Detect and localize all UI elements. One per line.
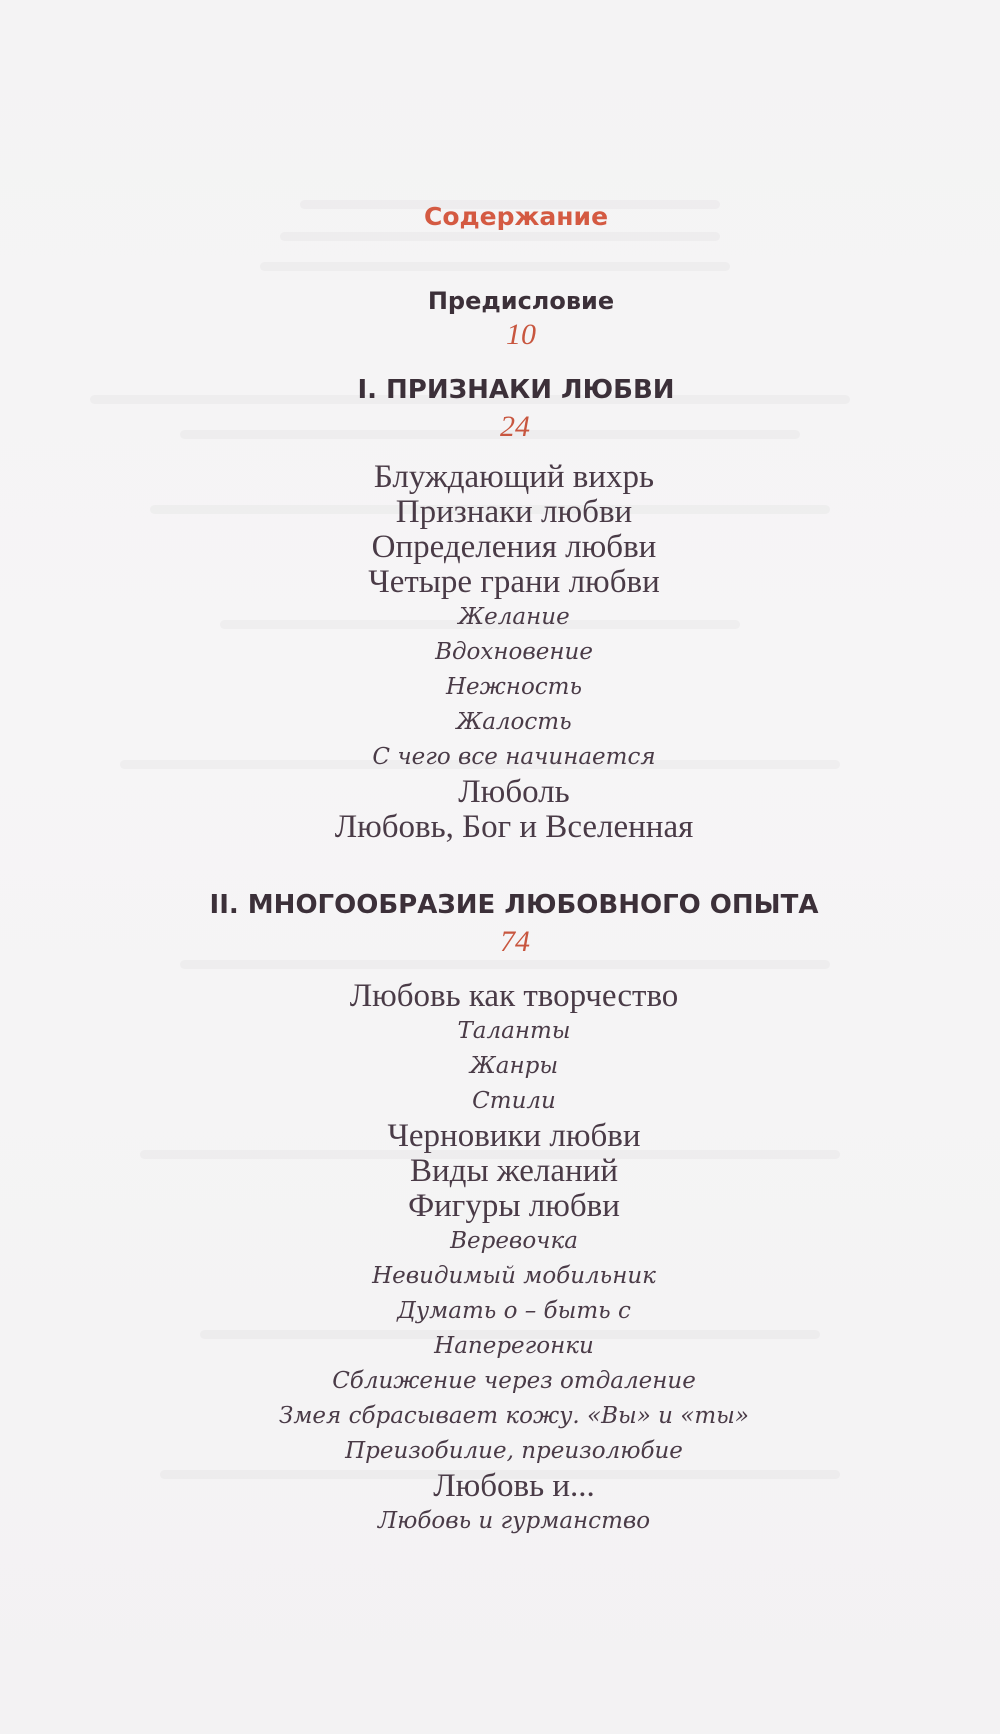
toc-entry: Четыре грани любви bbox=[368, 564, 660, 600]
toc-entry: Признаки любви bbox=[395, 494, 633, 530]
toc-subentry: Преизобилие, преизолюбие bbox=[345, 1438, 683, 1464]
toc-subentry: Сближение через отдаление bbox=[332, 1368, 696, 1394]
toc-entry: Любовь, Бог и Вселенная bbox=[334, 809, 694, 845]
toc-entry: Виды желаний bbox=[410, 1153, 618, 1189]
toc-entry: Черновики любви bbox=[387, 1118, 641, 1154]
toc-subentry: Веревочка bbox=[450, 1228, 578, 1254]
toc-entry: Любовь и... bbox=[433, 1468, 595, 1504]
section-1-entries bbox=[0, 460, 1000, 845]
toc-entry: Люболь bbox=[458, 774, 570, 810]
preface-page-number: 10 bbox=[506, 318, 536, 351]
toc-subentry: Жанры bbox=[469, 1053, 559, 1079]
toc-subentry: Желание bbox=[458, 604, 570, 630]
section-2-page-number: 74 bbox=[500, 925, 530, 958]
toc-entry: Блуждающий вихрь bbox=[373, 459, 655, 495]
contents-heading: Содержание bbox=[423, 202, 609, 231]
section-1-page-number: 24 bbox=[500, 410, 530, 443]
table-of-contents bbox=[0, 198, 1000, 1539]
toc-subentry: Жалость bbox=[456, 709, 572, 735]
toc-subentry: Нежность bbox=[445, 674, 583, 700]
section-1-heading: I. ПРИЗНАКИ ЛЮБВИ bbox=[357, 375, 675, 405]
toc-subentry: С чего все начинается bbox=[372, 744, 656, 770]
preface-heading: Предисловие bbox=[427, 287, 615, 315]
toc-subentry: Невидимый мобильник bbox=[372, 1263, 656, 1289]
toc-subentry: Стили bbox=[472, 1088, 556, 1114]
toc-entry: Определения любви bbox=[371, 529, 657, 565]
toc-entry: Фигуры любви bbox=[408, 1188, 620, 1224]
toc-subentry: Таланты bbox=[457, 1018, 571, 1044]
toc-subentry: Думать о – быть с bbox=[397, 1298, 631, 1324]
toc-subentry: Змея сбрасывает кожу. «Вы» и «ты» bbox=[279, 1403, 749, 1429]
toc-subentry: Вдохновение bbox=[435, 639, 593, 665]
section-2-entries bbox=[0, 979, 1000, 1539]
toc-entry: Любовь как творчество bbox=[349, 978, 679, 1014]
section-2-heading: II. МНОГООБРАЗИЕ ЛЮБОВНОГО ОПЫТА bbox=[209, 890, 819, 920]
toc-subentry: Любовь и гурманство bbox=[377, 1508, 651, 1534]
toc-subentry: Наперегонки bbox=[434, 1333, 594, 1359]
